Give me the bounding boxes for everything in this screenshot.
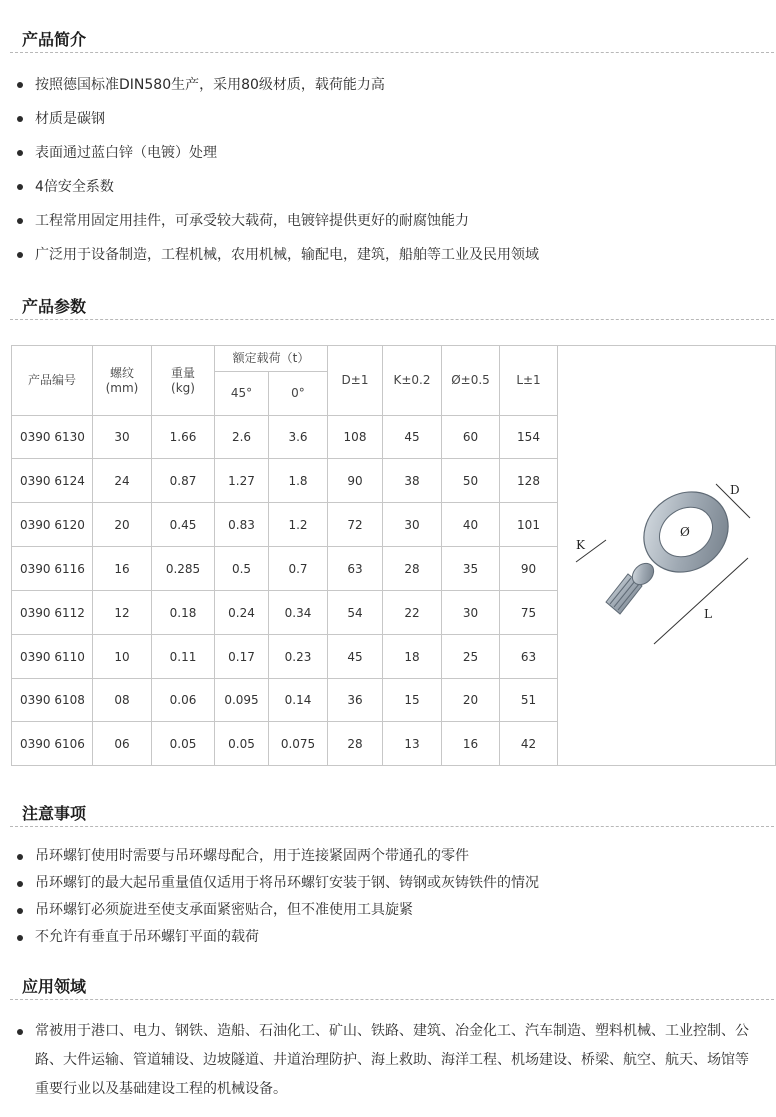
section-divider (10, 999, 774, 1000)
cell-d: 108 (328, 416, 383, 459)
list-item: 不允许有垂直于吊环螺钉平面的载荷 (0, 924, 539, 951)
list-item: 常被用于港口、电力、钢铁、造船、石油化工、矿山、铁路、建筑、冶金化工、汽车制造、塑料机械、工业控制、公路、大件运输、管道辅设、边坡隧道、井道治理防护、海上救助、海洋工程、机场建设、桥梁、航空、航天、场馆等重要行业以及基础建设工程的机械设备。 (0, 1017, 760, 1104)
cell-thread: 10 (93, 635, 152, 679)
header-weight-label: 重量 (170, 365, 195, 380)
header-load-0: 0° (269, 372, 328, 416)
cell-weight: 0.45 (152, 503, 215, 547)
section-title-params: 产品参数 (22, 297, 87, 316)
cell-load-0: 0.34 (269, 591, 328, 635)
header-d: D±1 (328, 346, 383, 416)
cell-load-45: 1.27 (215, 459, 269, 503)
header-k: K±0.2 (383, 346, 442, 416)
header-thread-unit: (mm) (105, 380, 139, 395)
cell-code: 0390 6108 (12, 679, 93, 722)
cell-d: 45 (328, 635, 383, 679)
header-load: 额定载荷（t） (215, 346, 328, 372)
cell-thread: 06 (93, 722, 152, 766)
cell-thread: 24 (93, 459, 152, 503)
cell-k: 13 (383, 722, 442, 766)
header-weight-unit: (kg) (171, 380, 195, 395)
cell-o: 25 (442, 635, 500, 679)
params-table (11, 345, 776, 766)
list-item: 吊环螺钉使用时需要与吊环螺母配合，用于连接紧固两个带通孔的零件 (0, 843, 539, 870)
cell-load-45: 0.5 (215, 547, 269, 591)
cell-load-45: 0.05 (215, 722, 269, 766)
cell-l: 63 (500, 635, 558, 679)
cell-weight: 0.285 (152, 547, 215, 591)
label-l: L (704, 607, 712, 621)
cell-o: 40 (442, 503, 500, 547)
label-d: D (730, 483, 740, 497)
cell-weight: 0.05 (152, 722, 215, 766)
cell-code: 0390 6120 (12, 503, 93, 547)
cell-l: 75 (500, 591, 558, 635)
cell-load-0: 0.23 (269, 635, 328, 679)
cell-o: 16 (442, 722, 500, 766)
eyebolt-diagram (558, 454, 775, 654)
cell-l: 90 (500, 547, 558, 591)
cell-load-45: 0.24 (215, 591, 269, 635)
list-item: 材质是碳钢 (0, 102, 539, 136)
cell-k: 15 (383, 679, 442, 722)
header-weight (152, 346, 215, 416)
list-item: 按照德国标准DIN580生产，采用80级材质，载荷能力高 (0, 68, 539, 102)
list-item: 吊环螺钉的最大起吊重量值仅适用于将吊环螺钉安装于钢、铸钢或灰铸铁件的情况 (0, 870, 539, 897)
label-k: K (576, 538, 585, 552)
cell-load-45: 0.095 (215, 679, 269, 722)
cell-code: 0390 6112 (12, 591, 93, 635)
section-title-intro: 产品简介 (22, 30, 87, 49)
applications-list (0, 1017, 760, 1104)
cell-load-45: 2.6 (215, 416, 269, 459)
cell-l: 101 (500, 503, 558, 547)
section-divider (10, 319, 774, 320)
cell-weight: 0.87 (152, 459, 215, 503)
cell-load-0: 3.6 (269, 416, 328, 459)
cell-weight: 1.66 (152, 416, 215, 459)
list-item: 表面通过蓝白锌（电镀）处理 (0, 136, 539, 170)
cell-d: 72 (328, 503, 383, 547)
cell-thread: 16 (93, 547, 152, 591)
section-title-applications: 应用领域 (22, 977, 87, 996)
cell-k: 45 (383, 416, 442, 459)
cell-d: 63 (328, 547, 383, 591)
cell-code: 0390 6116 (12, 547, 93, 591)
header-thread (93, 346, 152, 416)
list-item: 4倍安全系数 (0, 170, 539, 204)
cell-l: 154 (500, 416, 558, 459)
cell-weight: 0.11 (152, 635, 215, 679)
notes-list (0, 843, 539, 951)
cell-load-0: 1.8 (269, 459, 328, 503)
cell-weight: 0.18 (152, 591, 215, 635)
cell-o: 30 (442, 591, 500, 635)
cell-l: 51 (500, 679, 558, 722)
list-item: 吊环螺钉必须旋进至使支承面紧密贴合，但不准使用工具旋紧 (0, 897, 539, 924)
list-item: 广泛用于设备制造，工程机械，农用机械，输配电，建筑，船舶等工业及民用领域 (0, 238, 539, 272)
eyebolt-diagram-cell (558, 346, 776, 766)
cell-o: 50 (442, 459, 500, 503)
header-load-45: 45° (215, 372, 269, 416)
cell-o: 20 (442, 679, 500, 722)
cell-load-0: 0.7 (269, 547, 328, 591)
label-o: Ø (680, 525, 690, 539)
cell-code: 0390 6124 (12, 459, 93, 503)
header-code: 产品编号 (12, 346, 93, 416)
cell-thread: 08 (93, 679, 152, 722)
cell-k: 28 (383, 547, 442, 591)
cell-load-0: 0.14 (269, 679, 328, 722)
cell-thread: 20 (93, 503, 152, 547)
cell-o: 60 (442, 416, 500, 459)
section-title-notes: 注意事项 (22, 804, 87, 823)
cell-code: 0390 6106 (12, 722, 93, 766)
cell-load-0: 0.075 (269, 722, 328, 766)
cell-d: 36 (328, 679, 383, 722)
cell-o: 35 (442, 547, 500, 591)
cell-load-45: 0.17 (215, 635, 269, 679)
cell-weight: 0.06 (152, 679, 215, 722)
section-divider (10, 52, 774, 53)
cell-k: 30 (383, 503, 442, 547)
header-thread-label: 螺纹 (109, 365, 134, 380)
cell-code: 0390 6110 (12, 635, 93, 679)
cell-thread: 30 (93, 416, 152, 459)
cell-l: 42 (500, 722, 558, 766)
cell-k: 38 (383, 459, 442, 503)
cell-load-0: 1.2 (269, 503, 328, 547)
section-divider (10, 826, 774, 827)
cell-d: 90 (328, 459, 383, 503)
header-o: Ø±0.5 (442, 346, 500, 416)
cell-k: 22 (383, 591, 442, 635)
cell-load-45: 0.83 (215, 503, 269, 547)
cell-d: 28 (328, 722, 383, 766)
cell-k: 18 (383, 635, 442, 679)
cell-thread: 12 (93, 591, 152, 635)
cell-d: 54 (328, 591, 383, 635)
header-l: L±1 (500, 346, 558, 416)
cell-code: 0390 6130 (12, 416, 93, 459)
list-item: 工程常用固定用挂件，可承受较大载荷，电镀锌提供更好的耐腐蚀能力 (0, 204, 539, 238)
cell-l: 128 (500, 459, 558, 503)
intro-list (0, 68, 539, 272)
